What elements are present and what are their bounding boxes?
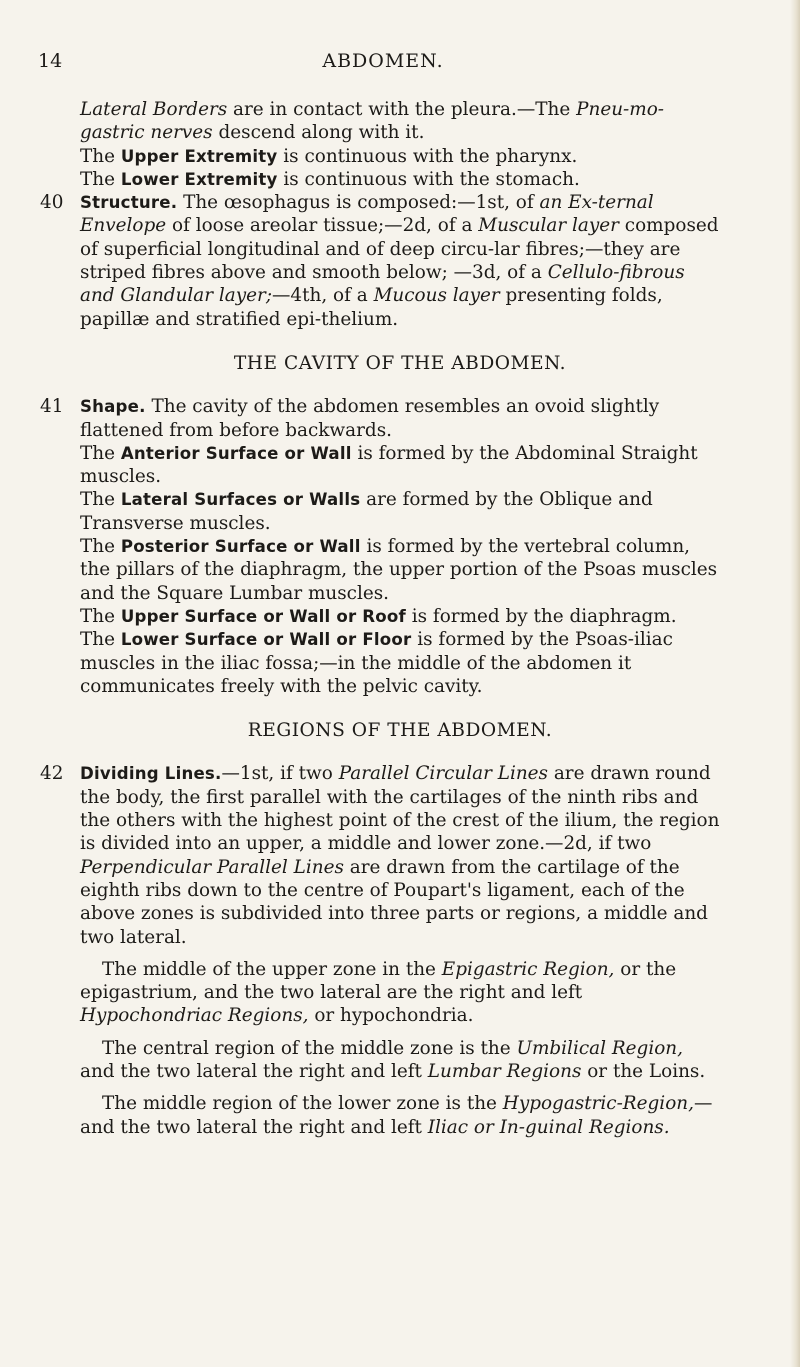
section-title-regions: REGIONS OF THE ABDOMEN. xyxy=(247,720,553,742)
text: is formed by the diaphragm. xyxy=(405,605,677,627)
term-epigastric-region: Epigastric Region, xyxy=(441,958,615,980)
term-pneumogastric-nerves: Pneu-mo-gastric nerves xyxy=(80,99,664,144)
section-number: 40 xyxy=(40,192,64,214)
heading-upper-extremity: Upper Extremity xyxy=(120,146,278,166)
text: are drawn from the cartilage of the eighth ribs down to the centre of Poupart's ligament, each of the above zones is subdivided into three parts or regions, a middle and two lateral. xyxy=(80,856,708,948)
text: The œsophagus is composed:—1st, of xyxy=(177,192,540,214)
text: The xyxy=(80,168,121,190)
text: are drawn round the body, the first parallel with the cartilages of the ninth ribs and the others with the highest point of the crest of the ilium, the region is divided into an upper, a middle and lower zone.—2d, if two xyxy=(80,763,720,855)
paragraph-structure xyxy=(40,191,720,331)
term-muscular-layer: Muscular layer xyxy=(478,215,619,237)
text: The xyxy=(80,145,121,167)
text: of loose areolar tissue;—2d, of a xyxy=(166,215,479,237)
paragraph-upper-surface xyxy=(80,605,720,628)
heading-structure: Structure. xyxy=(80,193,178,213)
text: The central region of the middle zone is the xyxy=(102,1037,517,1059)
heading-upper-surface: Upper Surface or Wall or Roof xyxy=(120,606,406,626)
text: are formed by the Oblique and Transverse muscles. xyxy=(80,489,653,534)
text: —4th, of a xyxy=(272,285,374,307)
term-iliac-inguinal-regions: Iliac or In-guinal Regions. xyxy=(427,1116,670,1138)
term-external-envelope: an Ex-ternal Envelope xyxy=(80,192,654,237)
text: are in contact with the pleura.—The xyxy=(227,99,577,120)
page-header xyxy=(38,50,728,80)
term-mucous-layer: Mucous layer xyxy=(373,285,500,307)
section-number: 42 xyxy=(40,763,64,785)
text: The middle region of the lower zone is the xyxy=(102,1093,503,1115)
paragraph-epigastric xyxy=(80,958,720,1028)
paragraph-umbilical xyxy=(80,1037,720,1084)
text: The xyxy=(80,536,121,558)
term-lumbar-regions: Lumbar Regions xyxy=(427,1060,582,1082)
term-hypochondriac-regions: Hypochondriac Regions, xyxy=(80,1005,309,1027)
page-body xyxy=(40,98,720,1139)
term-lateral-borders: Lateral Borders xyxy=(80,99,228,120)
text: and the two lateral the right and left xyxy=(80,1060,428,1082)
heading-lateral-surfaces: Lateral Surfaces or Walls xyxy=(120,490,361,510)
paragraph-posterior-surface xyxy=(80,535,720,605)
text: The xyxy=(80,629,121,651)
text: is formed by the Abdominal Straight muscles. xyxy=(80,442,698,488)
page-edge xyxy=(790,0,800,1367)
text: or hypochondria. xyxy=(308,1005,474,1027)
term-umbilical-region: Umbilical Region, xyxy=(516,1037,683,1059)
running-head: ABDOMEN. xyxy=(322,50,444,72)
heading-posterior-surface: Posterior Surface or Wall xyxy=(120,537,361,557)
text: The xyxy=(80,442,121,464)
heading-shape: Shape. xyxy=(80,397,146,417)
text: presenting folds, papillæ and stratified epi-thelium. xyxy=(80,285,663,330)
text: is formed by the Psoas-iliac muscles in the iliac fossa;—in the middle of the abdomen it communicates freely with the pelvic cavity. xyxy=(80,629,673,697)
text: —and the two lateral the right and left xyxy=(80,1093,713,1138)
text: The cavity of the abdomen resembles an ovoid slightly flattened from before backwards. xyxy=(80,396,660,441)
text: —1st, if two xyxy=(221,763,339,785)
paragraph-upper-extremity xyxy=(80,145,720,168)
page-number: 14 xyxy=(38,50,63,72)
paragraph-lateral-surfaces xyxy=(80,488,720,535)
paragraph-lower-surface xyxy=(80,628,720,698)
heading-lower-surface: Lower Surface or Wall or Floor xyxy=(120,630,412,650)
heading-dividing-lines: Dividing Lines. xyxy=(80,764,222,784)
term-hypogastric-region: Hypogastric-Region, xyxy=(502,1093,694,1115)
paragraph-dividing-lines xyxy=(40,762,720,948)
text: is continuous with the stomach. xyxy=(277,168,580,190)
term-parallel-circular-lines: Parallel Circular Lines xyxy=(338,763,548,785)
paragraph-lower-extremity xyxy=(80,168,720,191)
text: or the epigastrium, and the two lateral are the right and left xyxy=(80,958,677,1004)
paragraph-lateral-borders xyxy=(80,98,720,145)
paragraph-hypogastric xyxy=(80,1092,720,1139)
section-number: 41 xyxy=(40,396,64,418)
text: is formed by the vertebral column, the pillars of the diaphragm, the upper portion of the Psoas muscles and the Square Lumbar muscles. xyxy=(80,536,718,604)
text: The xyxy=(80,489,121,511)
paragraph-anterior-surface xyxy=(80,442,720,489)
heading-anterior-surface: Anterior Surface or Wall xyxy=(120,443,352,463)
text: The middle of the upper zone in the xyxy=(102,958,442,980)
heading-lower-extremity: Lower Extremity xyxy=(120,169,278,189)
text: The xyxy=(80,605,121,627)
section-title-cavity: THE CAVITY OF THE ABDOMEN. xyxy=(233,352,567,374)
paragraph-shape xyxy=(40,395,720,442)
text: is continuous with the pharynx. xyxy=(277,145,578,167)
term-cellulo-fibrous-layer: Cellulo-fibrous and Glandular layer; xyxy=(80,262,685,307)
term-perpendicular-parallel-lines: Perpendicular Parallel Lines xyxy=(80,856,344,878)
text: or the Loins. xyxy=(581,1060,706,1082)
text: composed of superficial longitudinal and of deep circu-lar fibres;—they are striped fibres above and smooth below; —3d, of a xyxy=(80,215,719,284)
text: descend along with it. xyxy=(212,122,425,144)
